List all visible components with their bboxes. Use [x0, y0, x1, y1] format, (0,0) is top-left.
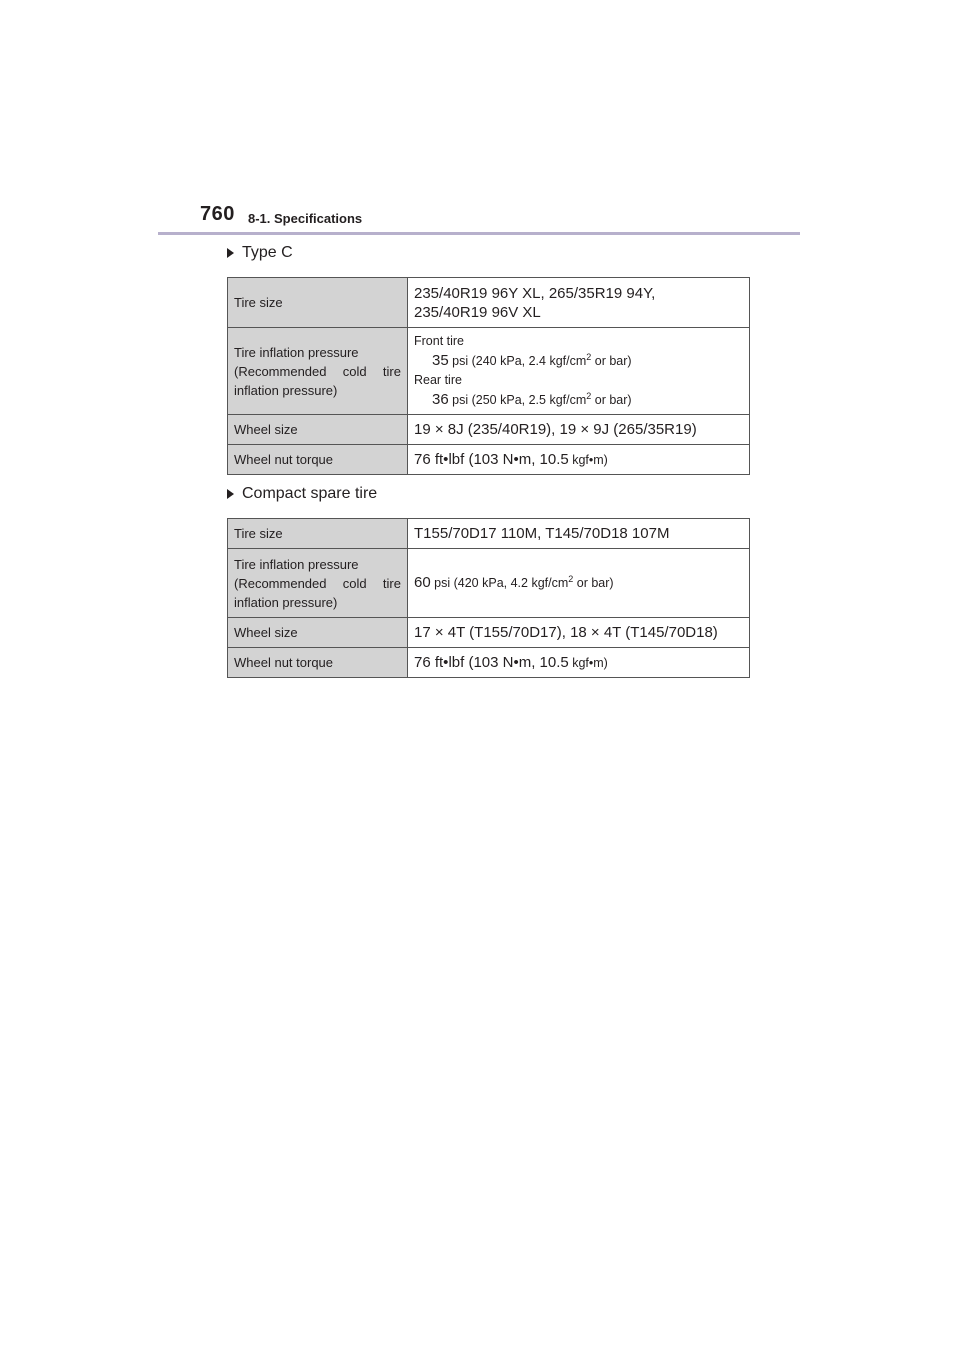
triangle-bullet-icon — [227, 489, 234, 499]
type-c-heading-text: Type C — [242, 244, 293, 261]
table-row — [228, 648, 750, 678]
inflation-pressure-label: Tire inflation pressure (Recommended cold tire inflation pressure) — [228, 549, 408, 618]
wheel-size-value: 19 × 8J (235/40R19), 19 × 9J (265/35R19) — [408, 415, 750, 445]
compact-spare-heading — [227, 485, 377, 503]
compact-spare-heading-text: Compact spare tire — [242, 485, 378, 502]
tire-size-label: Tire size — [228, 519, 408, 549]
wheel-nut-torque-label: Wheel nut torque — [228, 445, 408, 475]
type-c-heading — [227, 244, 293, 262]
wheel-size-label: Wheel size — [228, 415, 408, 445]
table-row — [228, 519, 750, 549]
tire-size-value: T155/70D17 110M, T145/70D18 107M — [408, 519, 750, 549]
tire-size-label: Tire size — [228, 278, 408, 328]
table-row — [228, 328, 750, 415]
triangle-bullet-icon — [227, 248, 234, 258]
section-title: 8-1. Specifications — [248, 211, 363, 226]
wheel-nut-torque-label: Wheel nut torque — [228, 648, 408, 678]
table-row — [228, 618, 750, 648]
header-rule — [158, 232, 800, 235]
table-row — [228, 549, 750, 618]
table-row — [228, 415, 750, 445]
rear-tire-label: Rear tire — [414, 373, 462, 387]
rear-tire-pressure: 36 psi (250 kPa, 2.5 kgf/$cm^2$ or bar) — [432, 391, 632, 408]
wheel-size-label: Wheel size — [228, 618, 408, 648]
page-number: 760 — [200, 203, 235, 225]
front-tire-pressure: 35 psi (240 kPa, 2.4 kgf/$cm^2$ or bar) — [432, 352, 632, 369]
wheel-nut-torque-value: 76 ft•lbf (103 N•m, 10.5 kgf•m) — [408, 445, 750, 475]
table-row — [228, 278, 750, 328]
wheel-size-value: 17 × 4T (T155/70D17), 18 × 4T (T145/70D18) — [408, 618, 750, 648]
front-tire-label: Front tire — [414, 334, 465, 348]
wheel-nut-torque-value: 76 ft•lbf (103 N•m, 10.5 kgf•m) — [408, 648, 750, 678]
type-c-spec-table — [227, 277, 750, 475]
table-row — [228, 445, 750, 475]
inflation-pressure-value — [408, 328, 750, 415]
compact-spare-spec-table — [227, 518, 750, 678]
inflation-pressure-value: 60 psi (420 kPa, 4.2 kgf/$cm^2$ or bar) — [408, 549, 750, 618]
tire-size-value: 235/40R19 96Y XL, 265/35R19 94Y, 235/40R19 96V XL — [408, 278, 750, 328]
inflation-pressure-label: Tire inflation pressure (Recommended cold tire inflation pressure) — [228, 328, 408, 415]
